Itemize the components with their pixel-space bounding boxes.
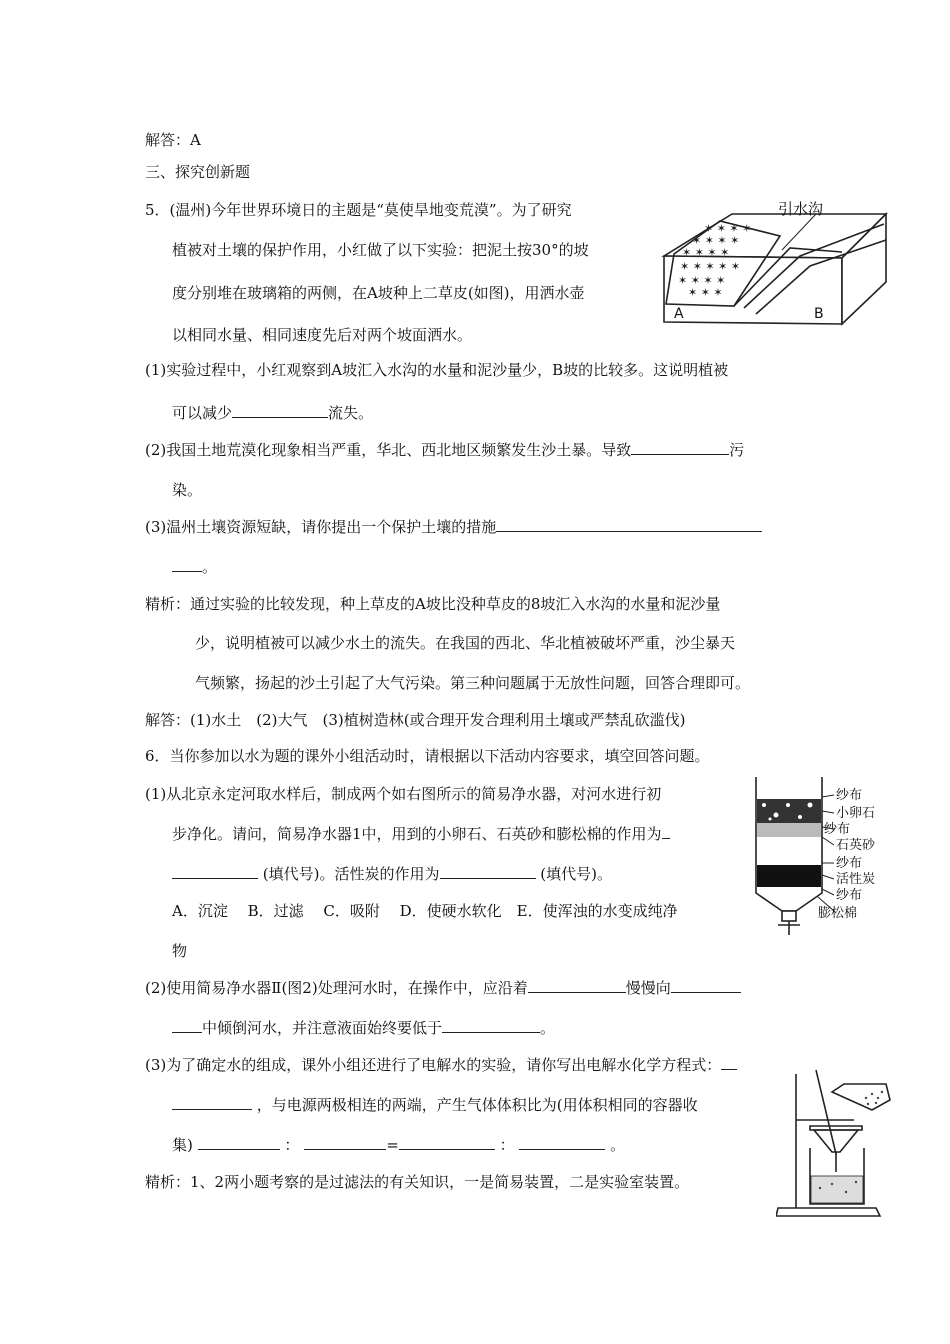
answer-blank[interactable] — [442, 1018, 540, 1033]
q6-3-line-2 — [172, 1095, 698, 1115]
purifier-label: 膨松棉 — [818, 906, 858, 921]
q6-3-text-b: ，与电源两极相连的两端，产生气体体积比为(用体积相同的容器收 — [256, 1096, 698, 1114]
q5-2-text-a: (2)我国土地荒漠化现象相当严重，华北、西北地区频繁发生沙土暴。导致 — [145, 441, 632, 459]
q6-1-line-1: (1)从北京永定河取水样后，制成两个如右图所示的简易净水器，对河水进行初 — [145, 785, 662, 803]
q5-1-text-b: 流失。 — [328, 404, 374, 422]
answer-blank[interactable] — [172, 1095, 252, 1110]
q6-1-text-c: (填代号)。 — [540, 865, 612, 883]
svg-text:✶ ✶ ✶: ✶ ✶ ✶ — [688, 286, 723, 299]
q5-2-line-2: 染。 — [172, 481, 203, 499]
q5-2-text-b: 污 — [729, 441, 745, 459]
answer-blank[interactable] — [304, 1135, 386, 1150]
q6-1-text-a: 步净化。请问，简易净水器1中，用到的小卵石、石英砂和膨松棉的作用为 — [172, 825, 662, 843]
carbon-layer — [757, 865, 821, 887]
analysis-5-line-3: 气频繁，扬起的沙土引起了大气污染。第三种问题属于无放性问题，回答合理即可。 — [195, 674, 751, 692]
q6-3-text-a: (3)为了确定水的组成，课外小组还进行了电解水的实验，请你写出电解水化学方程式： — [145, 1056, 722, 1074]
q6-3-line-3 — [172, 1135, 625, 1155]
ratio-end: 。 — [610, 1136, 626, 1154]
purifier-label: 小卵石 — [836, 806, 876, 821]
purifier-label: 纱布 — [836, 788, 863, 803]
q6-intro: 6．当你参加以水为题的课外小组活动时，请根据以下活动内容要求，填空回答问题。 — [145, 747, 710, 765]
q6-2-text-a: (2)使用简易净水器Ⅱ(图2)处理河水时，在操作中，应沿着 — [145, 979, 528, 997]
q6-2-end: 。 — [540, 1019, 556, 1037]
purifier-label: 纱布 — [836, 888, 863, 903]
q5-3-line-2 — [172, 557, 217, 577]
purifier-label: 纱布 — [836, 856, 863, 871]
water-purifier-figure — [752, 775, 902, 941]
q6-1-options: A．沉淀 B．过滤 C．吸附 D．使硬水软化 E．使浑浊的水变成纯净 — [172, 902, 678, 920]
sand-layer — [757, 823, 821, 837]
purifier-label: 石英砂 — [836, 838, 876, 853]
q6-2-text-b: 慢慢向 — [625, 979, 671, 997]
beaker-liquid — [811, 1176, 863, 1203]
q6-2-line-2 — [172, 1018, 555, 1038]
q6-1-options-cont: 物 — [172, 942, 188, 960]
ratio-equals: = — [386, 1136, 399, 1154]
q5-1-line-2 — [172, 403, 373, 423]
answer-blank[interactable] — [496, 517, 762, 532]
q5-line-3: 度分别堆在玻璃箱的两侧，在A坡种上二草皮(如图)，用洒水壶 — [172, 284, 585, 302]
purifier-label: 纱布 — [824, 822, 851, 837]
slope-b-label: B — [814, 306, 824, 322]
svg-text:✶ ✶ ✶ ✶ ✶: ✶ ✶ ✶ ✶ ✶ — [680, 260, 741, 273]
answer-blank[interactable] — [172, 864, 258, 879]
answer-line: 解答：A — [145, 131, 201, 149]
slope-a-label: A — [674, 306, 684, 322]
answer-blank[interactable] — [172, 557, 202, 572]
slope-experiment-figure — [660, 196, 890, 331]
svg-text:✶ ✶ ✶ ✶: ✶ ✶ ✶ ✶ — [704, 222, 752, 235]
q5-3-end: 。 — [202, 558, 218, 576]
q5-2-line-1 — [145, 440, 744, 460]
purifier-label: 活性炭 — [836, 872, 876, 887]
q6-3-line-1 — [145, 1055, 737, 1075]
analysis-6: 精析：1、2两小题考察的是过滤法的有关知识，一是简易装置，二是实验室装置。 — [145, 1173, 690, 1191]
filtration-apparatus-figure — [776, 1068, 896, 1220]
answer-blank[interactable] — [528, 978, 626, 993]
q5-3-line-1 — [145, 517, 762, 537]
answer-blank[interactable] — [399, 1135, 495, 1150]
section-heading: 三、探究创新题 — [145, 163, 251, 181]
ratio-colon-1: ： — [284, 1136, 300, 1154]
q5-1-text-a: 可以减少 — [172, 404, 233, 422]
q5-line-4: 以相同水量、相同速度先后对两个坡面洒水。 — [172, 326, 473, 344]
answer-blank[interactable] — [440, 864, 536, 879]
q6-2-line-1 — [145, 978, 741, 998]
q6-3-text-c: 集) — [172, 1136, 193, 1154]
svg-text:✶ ✶ ✶ ✶: ✶ ✶ ✶ ✶ — [682, 246, 730, 259]
answer-blank[interactable] — [721, 1055, 737, 1070]
answer-blank[interactable] — [172, 1018, 202, 1033]
answer-blank[interactable] — [671, 978, 741, 993]
q6-2-text-c: 中倾倒河水，并注意液面始终要低于 — [202, 1019, 443, 1037]
svg-text:✶ ✶ ✶ ✶: ✶ ✶ ✶ ✶ — [692, 234, 740, 247]
answer-blank[interactable] — [232, 403, 328, 418]
answer-blank[interactable] — [662, 824, 670, 839]
answer-blank[interactable] — [519, 1135, 605, 1150]
analysis-5-line-1: 精析：通过实验的比较发现，种上草皮的A坡比没种草皮的8坡汇入水沟的水量和泥沙量 — [145, 595, 721, 613]
q6-1-text-b: (填代号)。活性炭的作用为 — [262, 865, 440, 883]
q5-3-text: (3)温州土壤资源短缺，请你提出一个保护土壤的措施 — [145, 518, 497, 536]
q5-line-1: 5．(温州)今年世界环境日的主题是“莫使旱地变荒漠”。为了研究 — [145, 201, 572, 219]
q5-1-line-1: (1)实验过程中，小红观察到A坡汇入水沟的水量和泥沙量少，B坡的比较多。这说明植被 — [145, 361, 729, 379]
answer-blank[interactable] — [631, 440, 729, 455]
analysis-5-line-2: 少，说明植被可以减少水土的流失。在我国的西北、华北植被破坏严重，沙尘暴天 — [195, 634, 736, 652]
svg-text:✶ ✶ ✶ ✶: ✶ ✶ ✶ ✶ — [678, 274, 726, 287]
q6-1-line-3 — [172, 864, 612, 884]
answer-blank[interactable] — [198, 1135, 280, 1150]
q5-line-2: 植被对土壤的保护作用，小红做了以下实验：把泥土按30°的坡 — [172, 241, 589, 259]
q6-1-line-2 — [172, 824, 670, 844]
pebble-layer — [757, 799, 821, 823]
ditch-label: 引水沟 — [778, 200, 824, 218]
ratio-colon-2: ： — [499, 1136, 515, 1154]
answer-5: 解答：(1)水土 (2)大气 (3)植树造林(或合理开发合理利用土壤或严禁乱砍滥伐) — [145, 711, 686, 729]
